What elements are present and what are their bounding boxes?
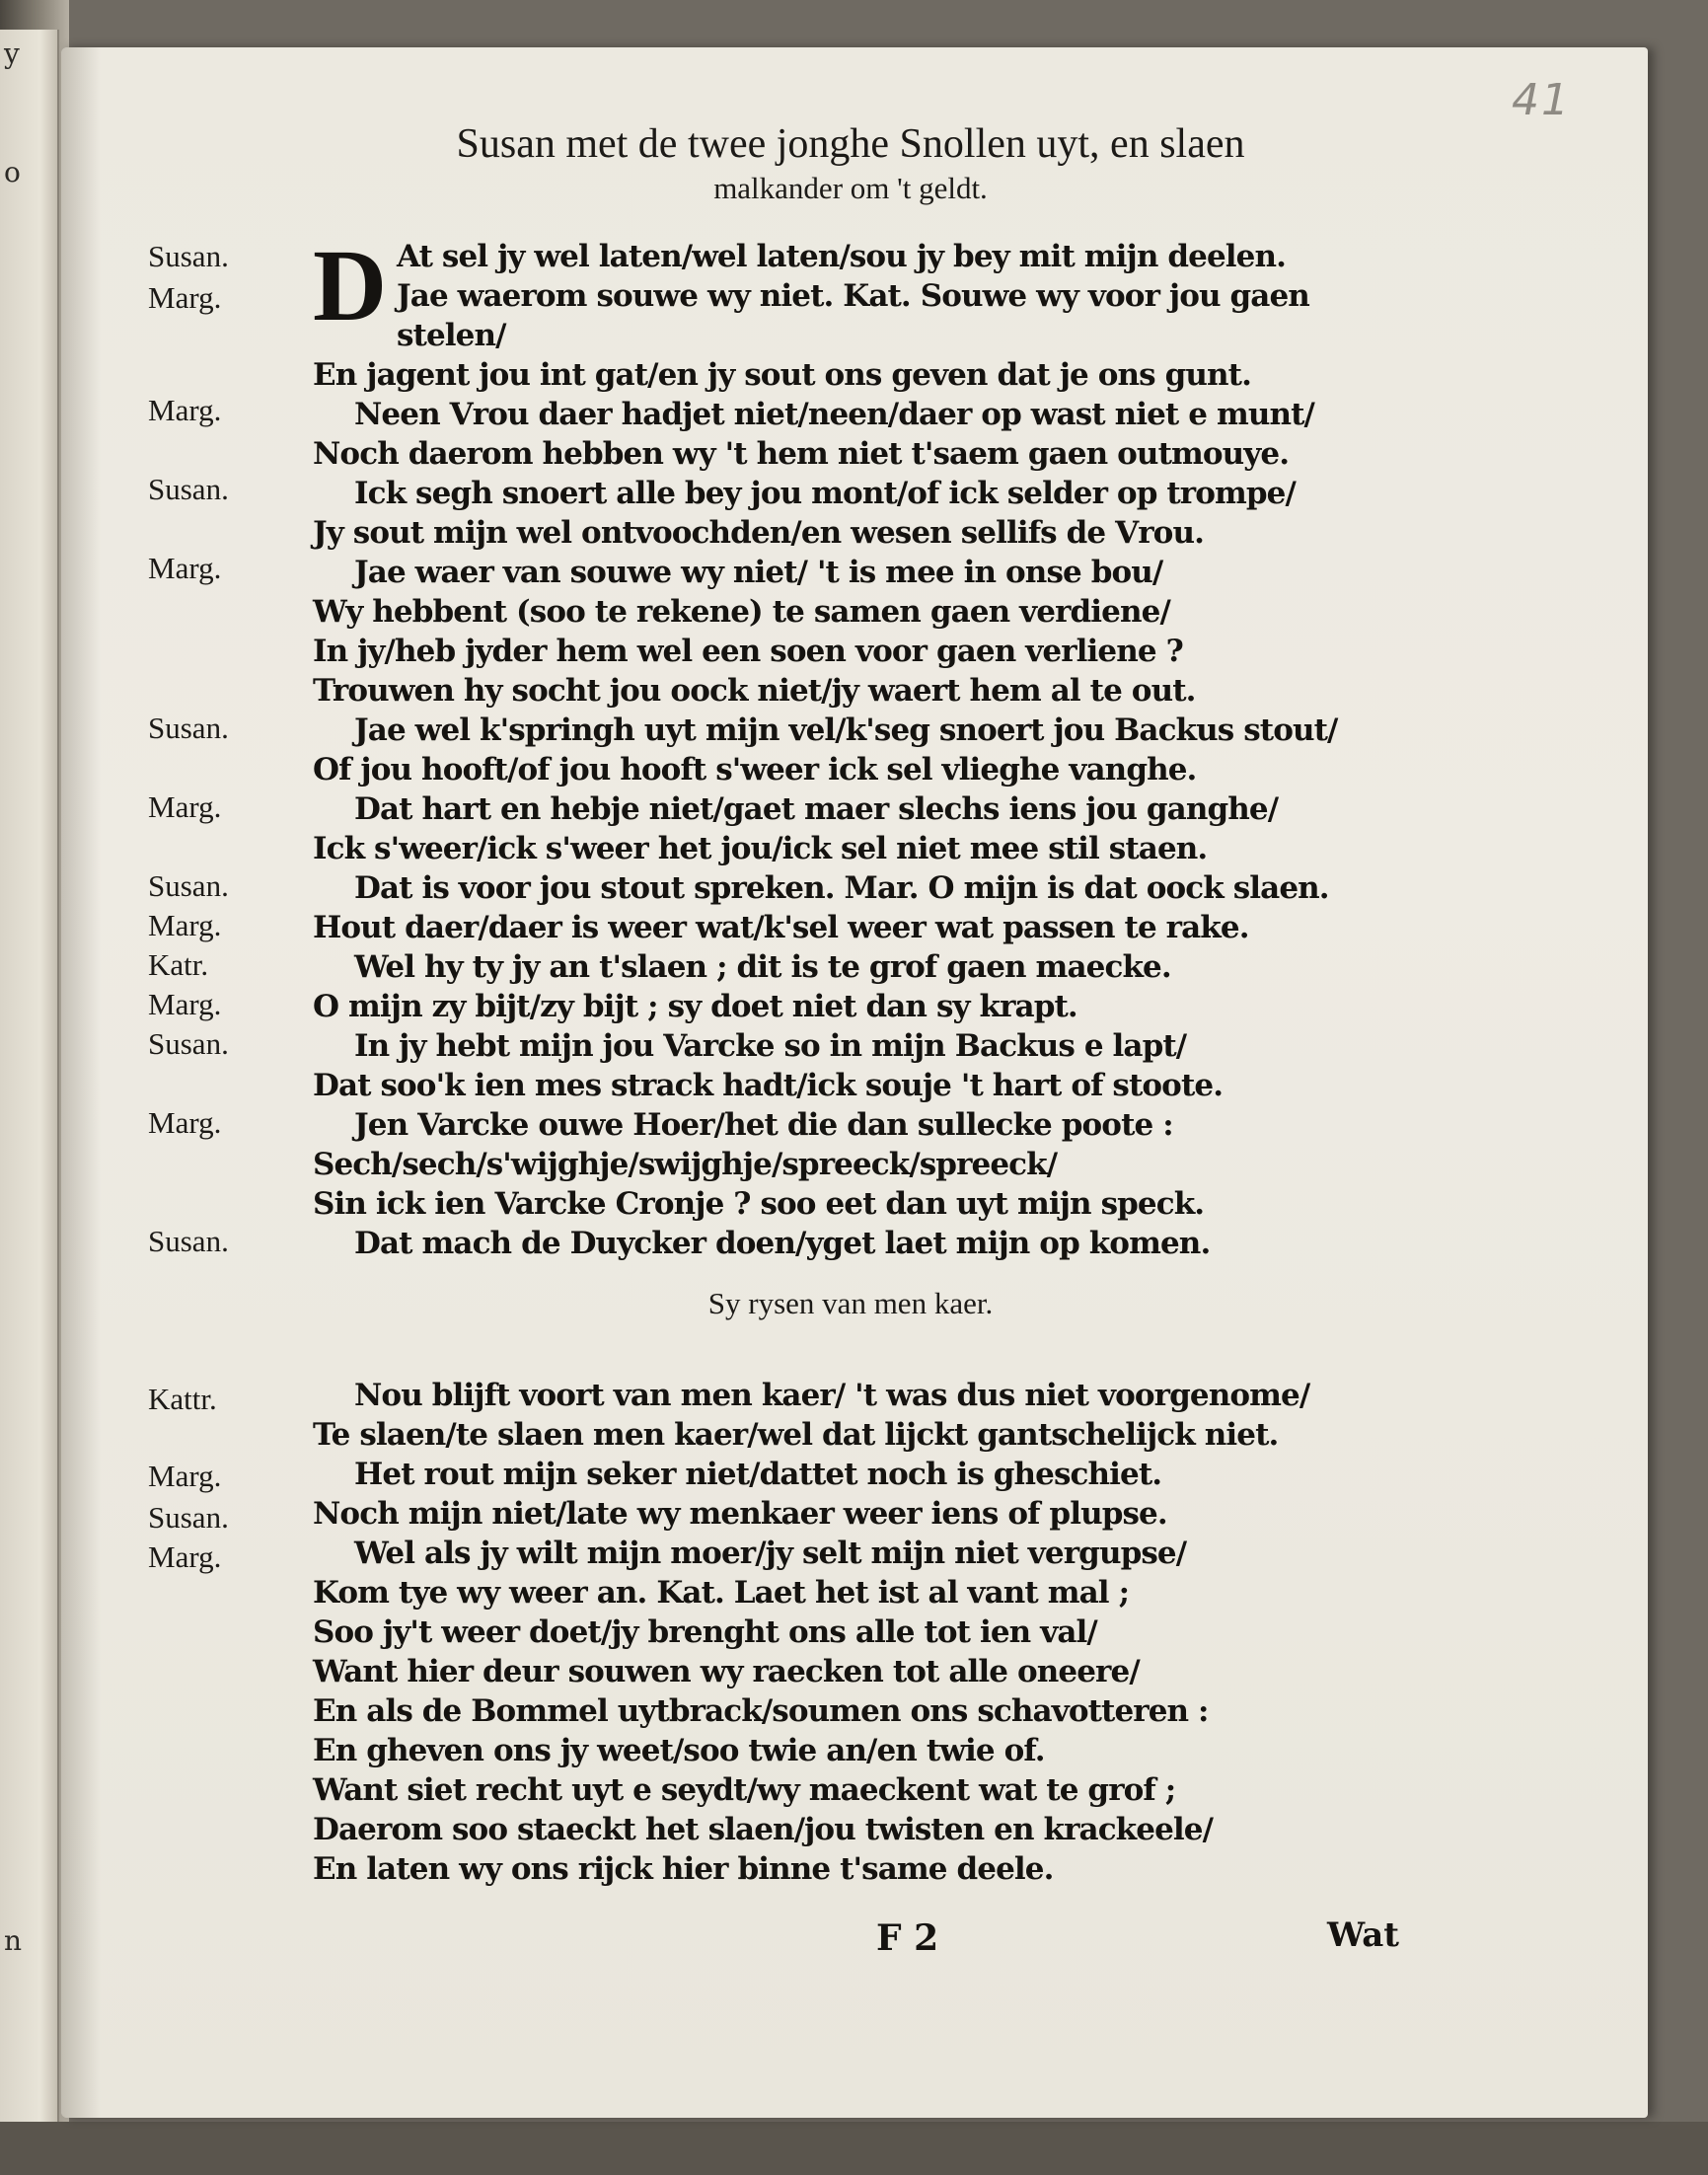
verse-line: Jy sout mijn wel ontvoochden/en wesen sellifs de Vrou. [313, 515, 1204, 551]
speaker-label: Susan. [148, 868, 229, 903]
verse-line: En jagent jou int gat/en jy sout ons geven dat je ons gunt. [313, 357, 1251, 393]
scene-heading-line-2: malkander om 't geldt. [713, 171, 988, 205]
speaker-label: Susan. [148, 1026, 229, 1061]
background-bottom [0, 2122, 1708, 2175]
handwritten-folio-number: 41 [1512, 75, 1571, 125]
verse-line: Want siet recht uyt e seydt/wy maeckent wat te grof ; [313, 1772, 1176, 1808]
speaker-label: Katr. [148, 947, 209, 982]
drop-cap: D [313, 229, 388, 342]
verse-line: Jae wel k'springh uyt mijn vel/k'seg snoert jou Backus stout/ [354, 712, 1338, 748]
speaker-label: Susan. [148, 472, 229, 506]
verse-line: Wel hy ty jy an t'slaen ; dit is te grof gaen maecke. [354, 949, 1171, 985]
verse-line: Hout daer/daer is weer wat/k'sel weer wat passen te rake. [313, 910, 1249, 945]
speaker-label: Susan. [148, 1224, 229, 1258]
verse-line: Daerom soo staeckt het slaen/jou twisten en krackeele/ [313, 1812, 1214, 1847]
scene-heading-line-1: Susan met de twee jonghe Snollen uyt, en slaen [456, 121, 1245, 167]
verse-line: In jy/heb jyder hem wel een soen voor gaen verliene ? [313, 634, 1183, 669]
verse-line: Noch daerom hebben wy 't hem niet t'saem gaen outmouye. [313, 436, 1290, 472]
left-page-fragment: n [4, 1924, 23, 1957]
verse-line: Dat hart en hebje niet/gaet maer slechs iens jou ganghe/ [354, 791, 1279, 827]
verse-line: Wel als jy wilt mijn moer/jy selt mijn niet vergupse/ [354, 1536, 1187, 1571]
verse-line: At sel jy wel laten/wel laten/sou jy bey mit mijn deelen. [397, 239, 1287, 274]
verse-line: Te slaen/te slaen men kaer/wel dat lijckt gantschelijck niet. [313, 1417, 1279, 1453]
speaker-label: Marg. [148, 1539, 222, 1574]
verse-line: Jen Varcke ouwe Hoer/het die dan sullecke poote : [354, 1107, 1173, 1143]
speaker-label: Marg. [148, 551, 222, 585]
verse-line: stelen/ [397, 318, 506, 353]
verse-line: Soo jy't weer doet/jy brenght ons alle tot ien val/ [313, 1614, 1097, 1650]
speaker-label: Marg. [148, 987, 222, 1021]
page-fold-shadow [61, 47, 101, 2118]
left-page-fragment: y [4, 38, 20, 70]
speaker-label: Marg. [148, 1105, 222, 1140]
verse-line: Kom tye wy weer an. Kat. Laet het ist al vant mal ; [313, 1575, 1130, 1611]
catchword: Wat [1327, 1915, 1399, 1955]
speaker-label: Marg. [148, 908, 222, 942]
signature-mark: F 2 [876, 1917, 939, 1959]
speaker-label: Susan. [148, 239, 229, 273]
verse-line: Jae waerom souwe wy niet. Kat. Souwe wy voor jou gaen [397, 278, 1309, 314]
speaker-label: Marg. [148, 789, 222, 824]
speaker-label: Kattr. [148, 1382, 217, 1416]
speaker-label: Marg. [148, 1459, 222, 1493]
verse-line: Noch mijn niet/late wy menkaer weer iens of plupse. [313, 1496, 1167, 1532]
verse-line: Want hier deur souwen wy raecken tot alle oneere/ [313, 1654, 1140, 1689]
verse-line: Het rout mijn seker niet/dattet noch is gheschiet. [354, 1457, 1162, 1492]
speaker-label: Marg. [148, 393, 222, 427]
book-page [61, 47, 1648, 2118]
left-page-fragment: o [4, 156, 21, 188]
verse-line: O mijn zy bijt/zy bijt ; sy doet niet dan sy krapt. [313, 989, 1077, 1024]
stage-direction: Sy rysen van men kaer. [707, 1286, 994, 1320]
verse-line: En laten wy ons rijck hier binne t'same deele. [313, 1851, 1054, 1887]
verse-line: Dat is voor jou stout spreken. Mar. O mijn is dat oock slaen. [354, 870, 1329, 906]
verse-line: Jae waer van souwe wy niet/ 't is mee in onse bou/ [354, 555, 1163, 590]
verse-line: In jy hebt mijn jou Varcke so in mijn Backus e lapt/ [354, 1028, 1187, 1064]
verse-line: En gheven ons jy weet/soo twie an/en twie of. [313, 1733, 1045, 1768]
speaker-label: Marg. [148, 280, 222, 315]
speaker-label: Susan. [148, 1500, 229, 1535]
speaker-label: Susan. [148, 711, 229, 745]
verse-line: Nou blijft voort van men kaer/ 't was dus niet voorgenome/ [354, 1378, 1310, 1413]
verse-line: Sin ick ien Varcke Cronje ? soo eet dan uyt mijn speck. [313, 1186, 1205, 1222]
left-page-edge [0, 30, 59, 2122]
verse-line: En als de Bommel uytbrack/soumen ons schavotteren : [313, 1693, 1209, 1729]
verse-line: Dat soo'k ien mes strack hadt/ick souje 't hart of stoote. [313, 1068, 1224, 1103]
verse-line: Neen Vrou daer hadjet niet/neen/daer op wast niet e munt/ [354, 397, 1314, 432]
verse-line: Sech/sech/s'wijghje/swijghje/spreeck/spreeck/ [313, 1147, 1058, 1182]
verse-line: Wy hebbent (soo te rekene) te samen gaen verdiene/ [313, 594, 1170, 630]
verse-line: Trouwen hy socht jou oock niet/jy waert hem al te out. [313, 673, 1196, 709]
verse-line: Of jou hooft/of jou hooft s'weer ick sel vlieghe vanghe. [313, 752, 1197, 788]
scene-heading [357, 118, 1344, 207]
verse-line: Ick s'weer/ick s'weer het jou/ick sel niet mee stil staen. [313, 831, 1208, 866]
verse-line: Ick segh snoert alle bey jou mont/of ick selder op trompe/ [354, 476, 1296, 511]
verse-line: Dat mach de Duycker doen/yget laet mijn op komen. [354, 1226, 1211, 1261]
